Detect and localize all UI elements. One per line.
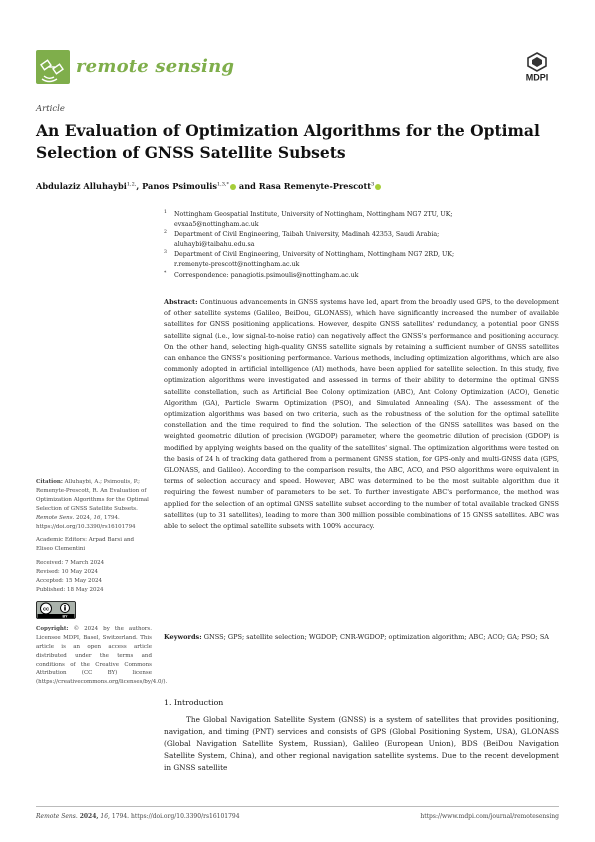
- date-published: Published: 18 May 2024: [36, 586, 104, 593]
- keywords-label: Keywords:: [164, 633, 202, 641]
- keywords: [164, 632, 559, 643]
- abstract: [164, 297, 559, 532]
- affiliation-email[interactable]: aluhaybi@taibahu.edu.sa: [174, 240, 255, 248]
- journal-name: remote sensing: [76, 56, 235, 77]
- copyright-label: Copyright:: [36, 625, 69, 632]
- affiliation-number: 2: [164, 230, 167, 236]
- author-affiliation-marks: 1,3,*: [216, 181, 230, 188]
- footer-citation: [36, 813, 240, 820]
- correspondence-line[interactable]: Correspondence: panagiotis.psimoulis@nottingham.ac.uk: [174, 271, 359, 279]
- citation-year: 2024,: [76, 514, 92, 521]
- affiliation-number: *: [164, 270, 167, 276]
- abstract-text: Continuous advancements in GNSS systems have led, apart from the broadly used GPS, to the development of other satellite systems (Galileo, BeiDou, GLONASS), which have significantly increased the number of available satellites for GNSS positioning applications. However, despite GNSS satellites' redundancy, a potential poor GNSS satellite signal (i.e., low signal-to-noise ratio) can negatively affect the GNSS's performance and positioning accuracy. On the other hand, selecting high-quality GNSS satellite signals by retaining a sufficient number of GNSS satellites can enhance the GNSS's positioning performance. Various methods, including optimization algorithms, which are also commonly adopted in artificial intelligence (AI) methods, have been applied for satellite selection. In this study, five optimization algorithms were investigated and assessed in terms of their ability to determine the optimal GNSS satellite constellation, such as Artificial Bee Colony optimization (ABC), Ant Colony Optimization (ACO), Genetic Algorithm (GA), Particle Swarm Optimization (PSO), and Simulated Annealing (SA). The assessment of the optimization algorithms was based on two criteria, such as the robustness of the solution for the optimal satellite constellation and the time required to find the solution. The selection of the GNSS satellites was based on the weighted geometric dilution of precision (WGDOP) parameter, where the geometric dilution of precision (GDOP) is modified by applying weights based on the quality of the satellites' signal. The optimization algorithms were tested on the basis of 24 h of tracking data gathered from a permanent GNSS station, for GPS-only and multi-GNSS data (GPS, GLONASS, and Galileo). According to the comparison results, the ABC, ACO, and PSO algorithms were equivalent in terms of selection accuracy and speed. However, ABC was determined to be the most suitable algorithm due it requiring the fewest number of parameters to be set. To further investigate ABC's performance, the method was applied for the selection of an optimal GNSS satellite subset according to the number of total available tracked GNSS satellites (up to 31 satellites), leading to more than 300 million possible combinations of 15 GNSS satellites. ABC was able to select the optimal satellite subsets with 100% accuracy.: [164, 298, 559, 531]
- affiliation-item: [164, 230, 559, 249]
- citation-label: Citation:: [36, 479, 63, 485]
- satellite-icon: [36, 50, 70, 84]
- publication-dates: [36, 559, 152, 595]
- author-separator: ,: [136, 181, 140, 191]
- cc-by-license-badge[interactable]: [36, 601, 76, 619]
- affiliation-line: Department of Civil Engineering, Taibah University, Madinah 42353, Saudi Arabia;: [174, 231, 440, 239]
- author-list: [36, 181, 556, 191]
- footer-doi[interactable]: 1794. https://doi.org/10.3390/rs16101794: [111, 813, 240, 820]
- copyright-notice: [36, 625, 168, 687]
- citation-volume: 16,: [93, 514, 103, 521]
- footer-year: 2024,: [79, 813, 99, 820]
- author-name: Rasa Remenyte-Prescott: [258, 181, 372, 191]
- svg-text:cc: cc: [42, 606, 50, 613]
- citation-text: Alluhaybi, A.; Psimoulis, P.; Remenyte-Prescott, R. An Evaluation of Optimization Algorithms for the Optimal Selection of GNSS Satellite Subsets.: [36, 479, 149, 512]
- author-affiliation-marks: 3: [371, 181, 375, 188]
- affiliation-email[interactable]: evxaa5@nottingham.ac.uk: [174, 220, 259, 228]
- affiliation-line: Department of Civil Engineering, University of Nottingham, Nottingham NG7 2RD, UK;: [174, 251, 455, 259]
- section-heading: 1. Introduction: [164, 698, 224, 707]
- date-revised: Revised: 10 May 2024: [36, 569, 98, 576]
- footer-divider: [36, 806, 559, 807]
- abstract-label: Abstract:: [164, 298, 198, 306]
- footer-journal-url[interactable]: https://www.mdpi.com/journal/remotesensing: [420, 813, 559, 820]
- footer-volume: 16,: [100, 813, 110, 820]
- affiliation-number: 1: [164, 210, 167, 215]
- affiliation-item: [164, 210, 559, 229]
- article-title: An Evaluation of Optimization Algorithms for the Optimal Selection of GNSS Satellite Subsets: [36, 121, 540, 162]
- date-received: Received: 7 March 2024: [36, 560, 105, 567]
- orcid-icon[interactable]: [375, 184, 381, 190]
- author-affiliation-marks: 1,2,: [126, 181, 137, 188]
- author-name: Abdulaziz Alluhaybi: [36, 181, 127, 191]
- svg-text:MDPI: MDPI: [525, 72, 549, 82]
- date-accepted: Accepted: 15 May 2024: [36, 578, 103, 585]
- affiliation-number: 3: [164, 250, 167, 256]
- svg-text:BY: BY: [62, 614, 68, 619]
- citation-doi[interactable]: 1794. https://doi.org/10.3390/rs16101794: [36, 514, 136, 530]
- keywords-text: GNSS; GPS; satellite selection; WGDOP; CNR-WGDOP; optimization algorithm; ABC; ACO; GA; PSO; SA: [203, 633, 550, 641]
- journal-logo: [36, 50, 70, 84]
- author-name: Panos Psimoulis: [142, 181, 217, 191]
- copyright-text: © 2024 by the authors. Licensee MDPI, Basel, Switzerland. This article is an open access article distributed under the terms and conditions of the Creative Commons Attribution (CC BY) license (https://creativecommons.org/licenses/by/4.0/).: [36, 625, 168, 686]
- sidebar: [36, 478, 168, 692]
- affiliation-line: Nottingham Geospatial Institute, University of Nottingham, Nottingham NG7 2TU, UK;: [174, 211, 453, 218]
- introduction-text: The Global Navigation Satellite System (GNSS) is a system of satellites that provides positioning, navigation, and timing (PNT) services and consists of GPS (Global Positioning System, USA), GLONASS (Global Navigation Satellite System, Russian), Galileo (European Union), BDS (BeiDou Navigation Satellite System, China), and other regional navigation satellite systems. Due to the recent development in GNSS satellite: [164, 715, 559, 772]
- author-separator: and: [238, 181, 256, 191]
- affiliations: [164, 210, 559, 281]
- footer-journal: Remote Sens.: [36, 813, 78, 820]
- affiliation-email[interactable]: r.remenyte-prescott@nottingham.ac.uk: [174, 260, 300, 268]
- publisher-logo: [515, 52, 559, 82]
- citation-block: [36, 478, 152, 531]
- affiliation-item: [164, 250, 559, 269]
- academic-editors: Academic Editors: Arpad Barsi and Eliseo Clementini: [36, 537, 135, 553]
- orcid-icon[interactable]: [230, 184, 236, 190]
- article-type: Article: [36, 104, 65, 114]
- affiliation-item: [164, 271, 559, 281]
- citation-journal: Remote Sens.: [36, 514, 75, 521]
